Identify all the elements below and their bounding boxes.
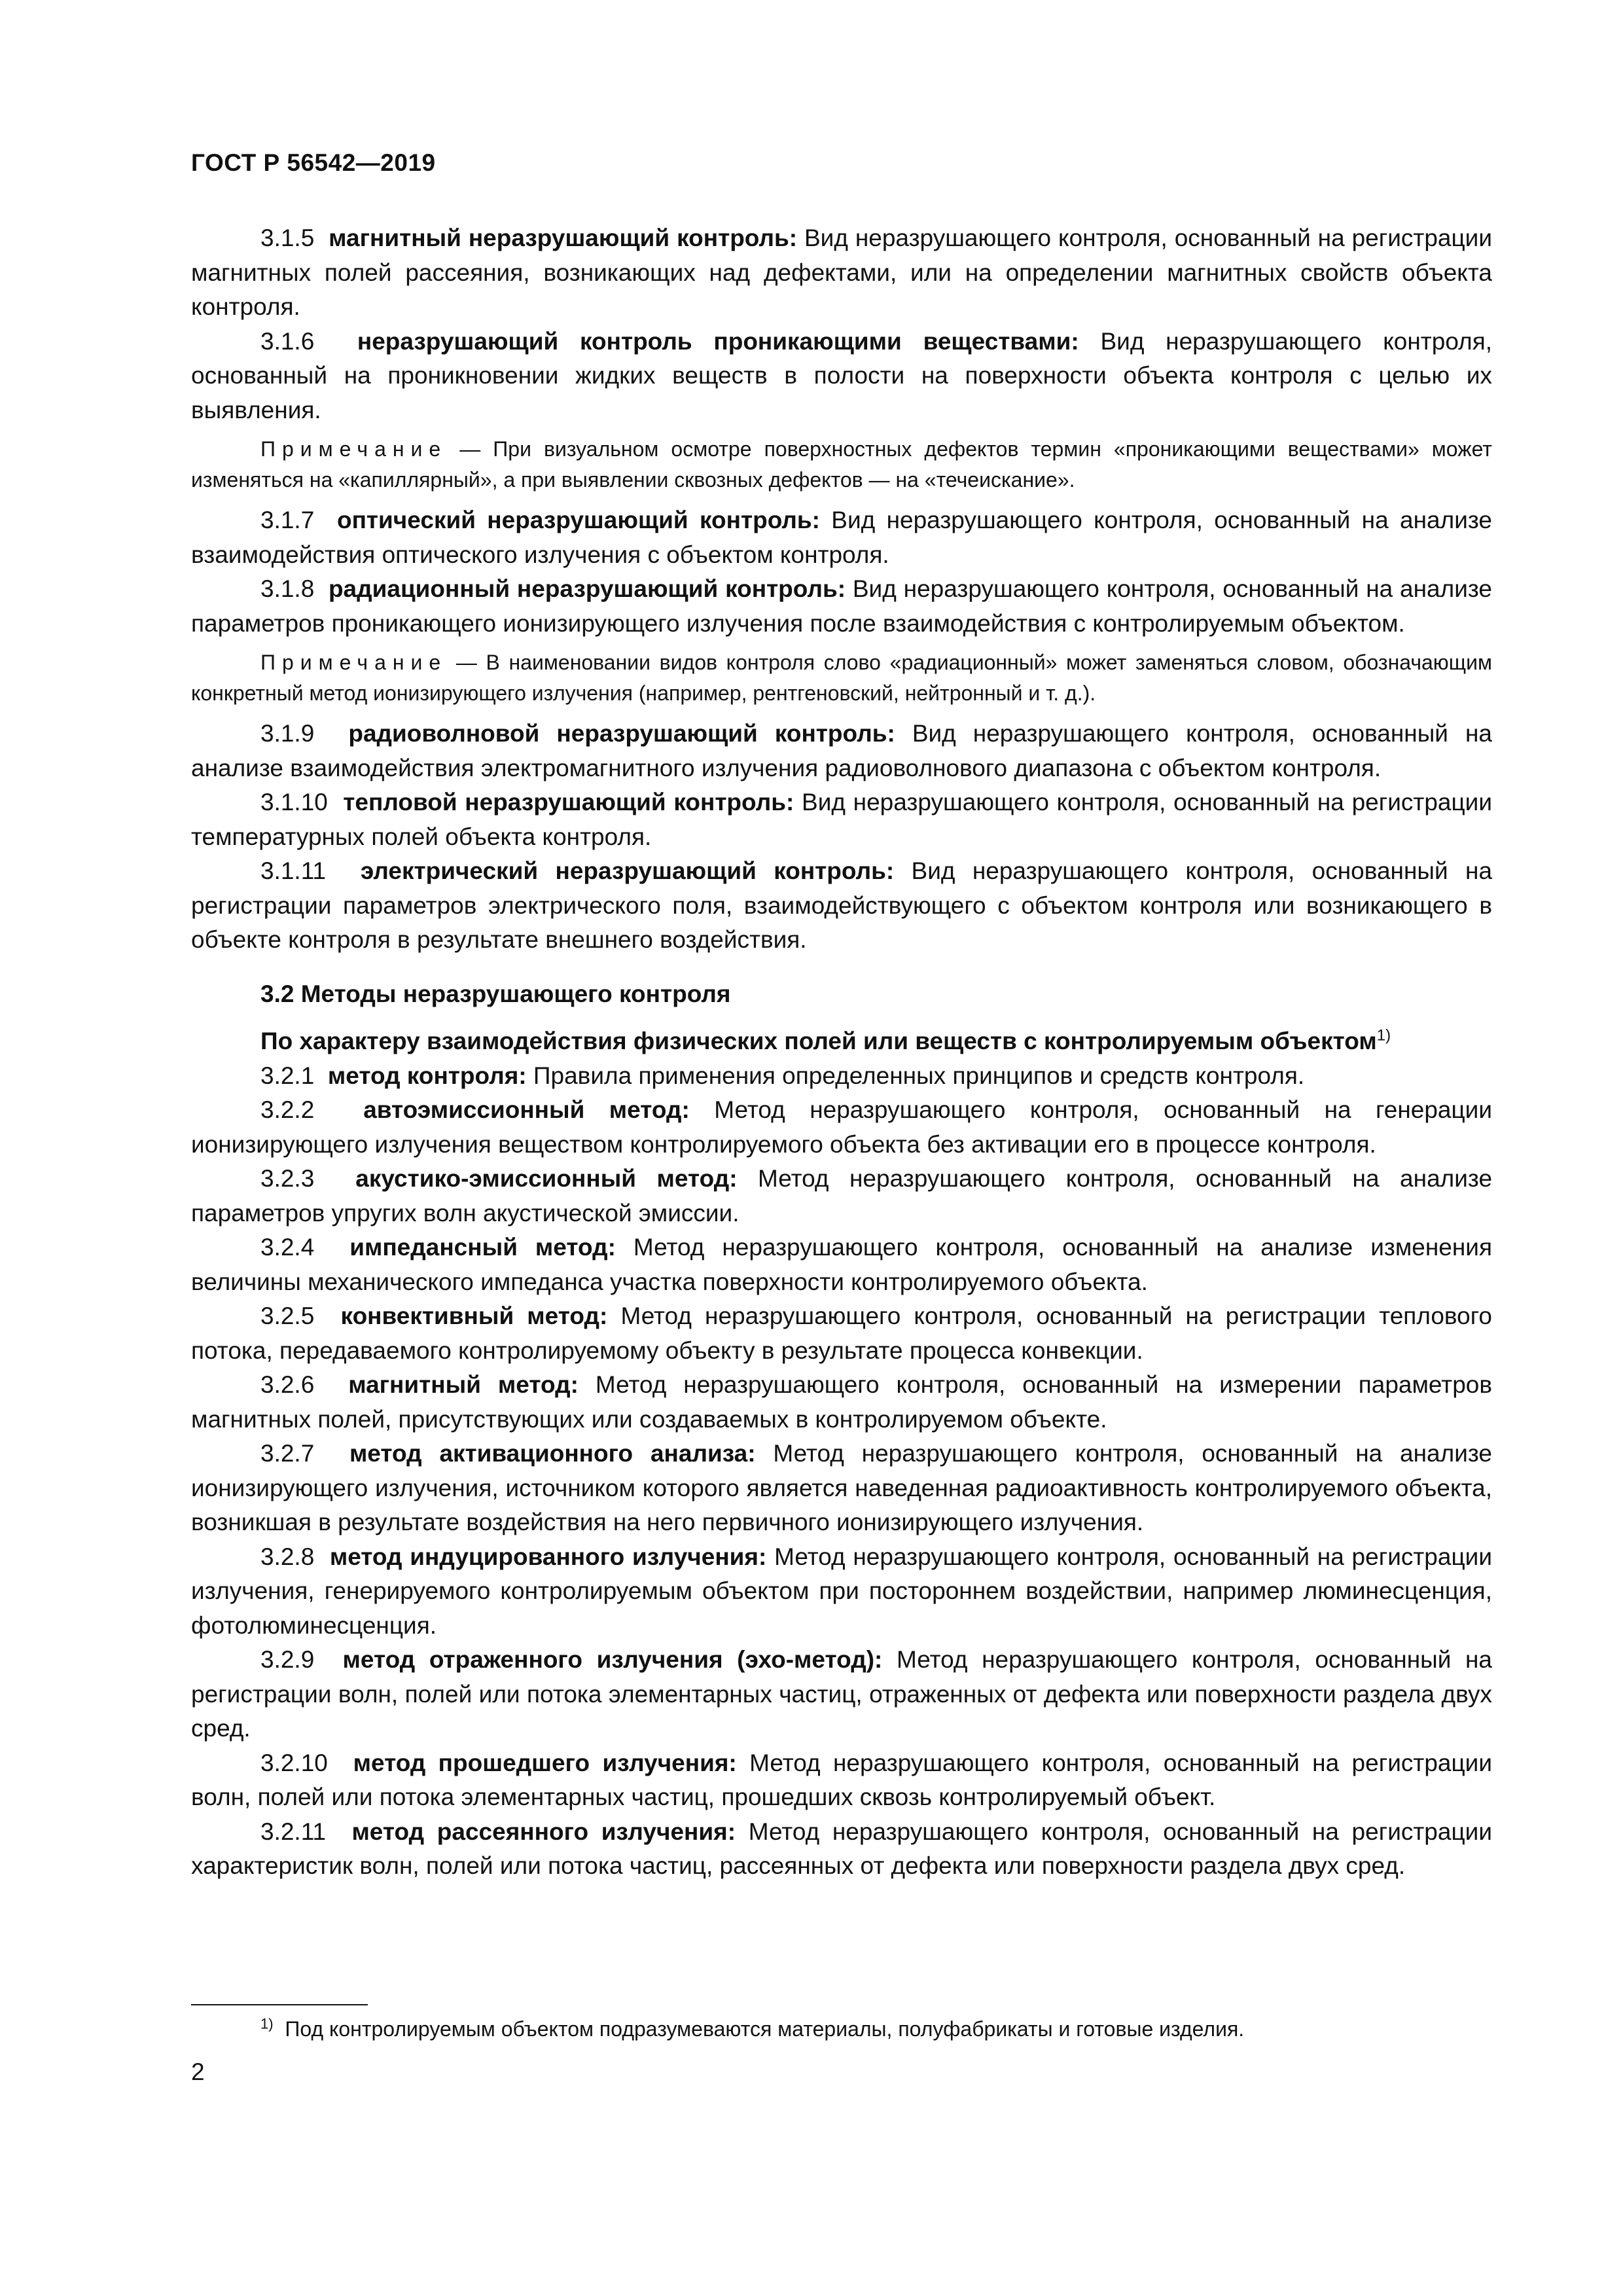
section-subheading [191,1024,1492,1059]
document-body [191,221,1492,1884]
entry-term: радиационный неразрушающий контроль: [328,575,846,602]
entry-number: 3.1.11 [260,857,327,884]
entry-number: 3.2.9 [260,1646,315,1673]
footnote [260,2015,1491,2043]
entry-3-1-6 [191,325,1492,428]
entry-number: 3.2.7 [260,1440,315,1467]
note [191,647,1492,709]
entry-3-2-1 [191,1059,1492,1094]
subheading-text: По характеру взаимодействия физических полей или веществ с контролируемым объектом [260,1028,1377,1054]
entry-term: импедансный метод: [349,1234,616,1261]
entry-term: метод индуцированного излучения: [329,1543,767,1570]
entry-3-1-11 [191,854,1492,958]
footnote-divider [191,2004,368,2005]
entry-definition: Вид неразрушающего контроля, основанный на регистрации магнитных полей рассеяния, возникающих над дефектами, или на определении магнитных свойств объекта контроля. [191,224,1493,320]
entry-number: 3.2.3 [260,1165,315,1192]
entry-number: 3.2.2 [260,1096,315,1123]
entry-term: автоэмиссионный метод: [363,1096,690,1123]
note-label: Примечание [260,437,448,461]
entry-term: неразрушающий контроль проникающими веществами: [357,327,1079,355]
entry-term: метод активационного анализа: [349,1440,756,1467]
entry-definition: Метод неразрушающего контроля, основанный на анализе изменения величины механического импеданса участка поверхности контролируемого объекта. [191,1234,1492,1295]
entry-definition: Вид неразрушающего контроля, основанный на проникновении жидких веществ в полости на поверхности объекта контроля с целью их выявления. [191,327,1493,423]
entry-3-2-10 [191,1746,1492,1815]
entry-definition: Вид неразрушающего контроля, основанный на анализе параметров проникающего ионизирующего излучения после взаимодействия с контролируемым объектом. [191,575,1493,637]
entry-3-2-4 [191,1230,1492,1299]
entry-definition: Вид неразрушающего контроля, основанный на анализе взаимодействия электромагнитного излучения радиоволнового диапазона с объектом контроля. [191,720,1493,781]
entry-definition: Метод неразрушающего контроля, основанный на анализе параметров упругих волн акустической эмиссии. [191,1165,1493,1227]
entry-definition: Метод неразрушающего контроля, основанный на регистрации волн, полей или потока элементарных частиц, прошедших сквозь контролируемый объект. [191,1749,1493,1810]
entry-term: магнитный метод: [348,1371,579,1398]
entry-3-2-8 [191,1540,1492,1643]
entry-term: радиоволновой неразрушающий контроль: [348,720,895,747]
document-header: ГОСТ Р 56542—2019 [191,149,436,176]
entry-number: 3.1.6 [260,327,315,355]
entry-definition: Метод неразрушающего контроля, основанный на измерении параметров магнитных полей, присутствующих или создаваемых в контролируемом объекте. [191,1371,1493,1433]
entry-definition: Вид неразрушающего контроля, основанный на регистрации температурных полей объекта контроля. [191,789,1493,850]
footnote-marker: 1) [260,2015,274,2032]
section-heading: 3.2 Методы неразрушающего контроля [260,980,731,1007]
entry-definition: Метод неразрушающего контроля, основанный на регистрации волн, полей или потока элементарных частиц, отраженных от дефекта или поверхности раздела двух сред. [191,1646,1493,1742]
entry-3-1-9 [191,717,1492,785]
entry-number: 3.1.7 [260,507,315,533]
entry-3-2-5 [191,1299,1492,1368]
entry-3-2-9 [191,1643,1492,1746]
entry-term: оптический неразрушающий контроль: [336,507,820,533]
entry-term: акустико-эмиссионный метод: [355,1165,738,1192]
entry-3-1-8 [191,572,1492,641]
entry-number: 3.2.10 [260,1749,328,1776]
note-text: — При визуальном осмотре поверхностных дефектов термин «проникающими веществами» может изменяться на «капиллярный», а при выявлении сквозных дефектов — на «течеискание». [191,437,1493,492]
entry-definition: Правила применения определенных принципов и средств контроля. [533,1062,1305,1089]
entry-term: метод отраженного излучения (эхо-метод): [342,1646,883,1673]
entry-3-1-10 [191,785,1492,854]
entry-term: электрический неразрушающий контроль: [360,857,895,884]
entry-number: 3.2.8 [260,1543,315,1570]
entry-number: 3.1.10 [260,789,328,816]
entry-3-2-2 [191,1093,1492,1162]
footnote-marker: 1) [1376,1026,1391,1045]
entry-number: 3.2.5 [260,1302,315,1329]
note-text: — В наименовании видов контроля слово «радиационный» может заменяться словом, обозначающим конкретный метод ионизирующего излучения (например, рентгеновский, нейтронный и т. д.). [191,651,1493,705]
entry-definition: Метод неразрушающего контроля, основанный на регистрации излучения, генерируемого контролируемым объектом при постороннем воздействии, например люминесценция, фотолюминесценция. [191,1543,1492,1639]
entry-3-2-6 [191,1368,1492,1437]
entry-3-1-5 [191,221,1492,325]
footnote-text: Под контролируемым объектом подразумеваются материалы, полуфабрикаты и готовые изделия. [285,2017,1245,2041]
entry-definition: Метод неразрушающего контроля, основанный на регистрации теплового потока, передаваемого контролируемому объекту в результате процесса конвекции. [191,1302,1493,1364]
entry-definition: Метод неразрушающего контроля, основанный на регистрации характеристик волн, полей или потока частиц, рассеянных от дефекта или поверхности раздела двух сред. [191,1818,1492,1879]
entry-term: метод контроля: [327,1062,527,1089]
note [191,434,1492,495]
entry-3-2-11 [191,1815,1492,1884]
entry-term: метод прошедшего излучения: [353,1749,737,1776]
entry-term: метод рассеянного излучения: [351,1818,736,1845]
entry-term: магнитный неразрушающий контроль: [329,224,798,251]
entry-3-2-7 [191,1437,1492,1540]
entry-definition: Метод неразрушающего контроля, основанный на генерации ионизирующего излучения веществом контролируемого объекта без активации его в процессе контроля. [191,1096,1493,1158]
entry-3-2-3 [191,1162,1492,1230]
entry-number: 3.2.11 [260,1818,327,1845]
entry-number: 3.1.8 [260,575,315,602]
entry-3-1-7 [191,503,1492,572]
entry-number: 3.1.9 [260,720,315,747]
page-number: 2 [191,2058,205,2085]
entry-number: 3.2.4 [260,1234,315,1261]
entry-definition: Вид неразрушающего контроля, основанный на регистрации параметров электрического поля, взаимодействующего с объектом контроля или возникающего в объекте контроля в результате внешнего воздействия. [191,857,1493,953]
entry-definition: Вид неразрушающего контроля, основанный на анализе взаимодействия оптического излучения с объектом контроля. [191,507,1492,568]
entry-definition: Метод неразрушающего контроля, основанный на анализе ионизирующего излучения, источником которого является наведенная радиоактивность контролируемого объекта, возникшая в результате воздействия на него первичного ионизирующего излучения. [191,1440,1493,1535]
entry-number: 3.2.1 [260,1062,315,1089]
note-label: Примечание [260,651,448,674]
entry-number: 3.2.6 [260,1371,315,1398]
entry-term: тепловой неразрушающий контроль: [343,789,794,816]
entry-term: конвективный метод: [340,1302,608,1329]
entry-number: 3.1.5 [260,224,315,251]
